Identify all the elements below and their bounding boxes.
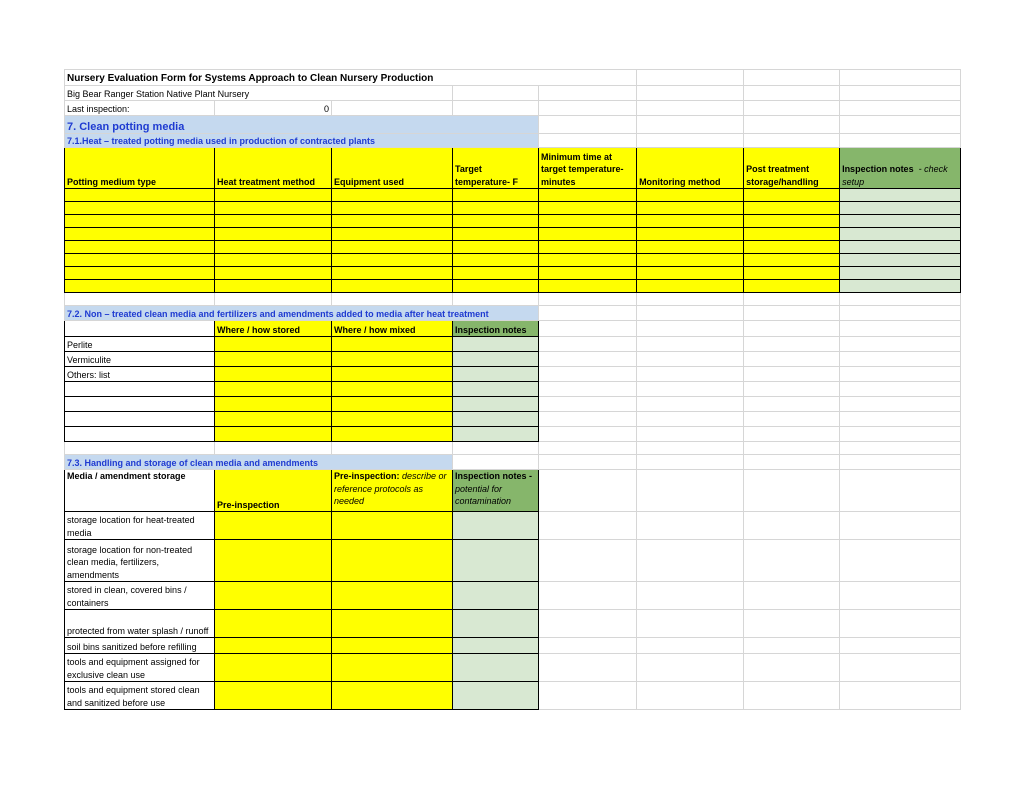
cell[interactable] <box>539 101 637 116</box>
row-label <box>65 397 215 412</box>
cell[interactable] <box>840 101 961 116</box>
cell[interactable] <box>539 367 637 382</box>
cell[interactable] <box>744 455 840 470</box>
cell[interactable] <box>637 412 744 427</box>
entry-cell[interactable] <box>215 540 332 582</box>
entry-cell[interactable] <box>332 397 453 412</box>
cell[interactable] <box>65 293 215 306</box>
header-where-stored: Where / how stored <box>215 321 332 337</box>
entry-cell[interactable] <box>332 367 453 382</box>
row-label: storage location for heat-treated media <box>65 512 215 540</box>
entry-cell[interactable] <box>215 267 332 280</box>
cell[interactable] <box>637 455 744 470</box>
table-row <box>65 254 961 267</box>
header-pre-inspection: Pre-inspection <box>215 470 332 512</box>
table-row <box>65 610 961 638</box>
cell[interactable] <box>840 470 961 512</box>
entry-cell[interactable] <box>840 267 961 280</box>
entry-cell[interactable] <box>332 582 453 610</box>
cell[interactable] <box>65 442 215 455</box>
cell[interactable] <box>744 427 840 442</box>
entry-cell[interactable] <box>539 241 637 254</box>
entry-cell[interactable] <box>453 280 539 293</box>
entry-cell[interactable] <box>453 382 539 397</box>
row-label <box>65 427 215 442</box>
cell[interactable] <box>637 293 744 306</box>
entry-cell[interactable] <box>453 254 539 267</box>
entry-cell[interactable] <box>840 202 961 215</box>
entry-cell[interactable] <box>215 367 332 382</box>
cell[interactable] <box>840 352 961 367</box>
header-min-time: Minimum time at target temperature-minutes <box>539 148 637 189</box>
entry-cell[interactable] <box>215 654 332 682</box>
table-row <box>65 540 961 582</box>
cell[interactable] <box>453 442 539 455</box>
cell[interactable] <box>744 470 840 512</box>
evaluation-form-sheet <box>64 69 961 710</box>
entry-cell[interactable] <box>453 654 539 682</box>
cell[interactable] <box>744 442 840 455</box>
cell[interactable] <box>637 427 744 442</box>
section-7-2-title: 7.2. Non – treated clean media and fertilizers and amendments added to media after heat treatment <box>65 306 539 321</box>
section-7-1-title: 7.1.Heat – treated potting media used in production of contracted plants <box>65 134 539 148</box>
entry-cell[interactable] <box>453 267 539 280</box>
cell[interactable] <box>744 321 840 337</box>
notes-bold: Inspection notes - <box>455 471 533 481</box>
section-title: 7. Clean potting media <box>65 116 539 134</box>
entry-cell[interactable] <box>453 427 539 442</box>
cell[interactable] <box>539 306 637 321</box>
entry-cell[interactable] <box>637 267 744 280</box>
pre-bold: Pre-inspection: <box>334 471 400 481</box>
cell[interactable] <box>840 337 961 352</box>
row-label: stored in clean, covered bins / containers <box>65 582 215 610</box>
entry-cell[interactable] <box>215 682 332 710</box>
notes-italic: - check setup <box>842 164 948 187</box>
cell[interactable] <box>840 321 961 337</box>
cell[interactable] <box>637 321 744 337</box>
entry-cell[interactable] <box>65 202 215 215</box>
cell[interactable] <box>637 70 744 86</box>
cell[interactable] <box>453 86 539 101</box>
table-row <box>65 337 961 352</box>
entry-cell[interactable] <box>65 189 215 202</box>
cell[interactable] <box>637 540 744 582</box>
entry-cell[interactable] <box>215 582 332 610</box>
table-row <box>65 654 961 682</box>
table-row <box>65 367 961 382</box>
entry-cell[interactable] <box>539 267 637 280</box>
last-inspection-value[interactable]: 0 <box>215 101 332 116</box>
entry-cell[interactable] <box>453 397 539 412</box>
cell[interactable] <box>840 512 961 540</box>
table-row <box>65 512 961 540</box>
entry-cell[interactable] <box>840 215 961 228</box>
cell[interactable] <box>539 134 637 148</box>
entry-cell[interactable] <box>215 337 332 352</box>
cell[interactable] <box>840 397 961 412</box>
header-inspection-notes: Inspection notes <box>453 321 539 337</box>
entry-cell[interactable] <box>332 202 453 215</box>
cell[interactable] <box>539 654 637 682</box>
cell[interactable] <box>539 540 637 582</box>
cell[interactable] <box>744 367 840 382</box>
entry-cell[interactable] <box>744 267 840 280</box>
cell[interactable] <box>637 397 744 412</box>
cell[interactable] <box>744 382 840 397</box>
entry-cell[interactable] <box>840 189 961 202</box>
cell[interactable] <box>744 412 840 427</box>
table-row <box>65 228 961 241</box>
entry-cell[interactable] <box>453 540 539 582</box>
entry-cell[interactable] <box>744 254 840 267</box>
cell[interactable] <box>840 134 961 148</box>
cell[interactable] <box>744 512 840 540</box>
cell[interactable] <box>539 638 637 654</box>
header-potting-medium: Potting medium type <box>65 148 215 189</box>
row-label: storage location for non-treated clean media, fertilizers, amendments <box>65 540 215 582</box>
cell[interactable] <box>637 610 744 638</box>
entry-cell[interactable] <box>453 228 539 241</box>
cell[interactable] <box>539 293 637 306</box>
entry-cell[interactable] <box>453 412 539 427</box>
cell[interactable] <box>637 654 744 682</box>
cell[interactable] <box>840 582 961 610</box>
entry-cell[interactable] <box>332 382 453 397</box>
cell[interactable] <box>453 101 539 116</box>
cell[interactable] <box>840 682 961 710</box>
header-target-temp: Target temperature- F <box>453 148 539 189</box>
entry-cell[interactable] <box>744 280 840 293</box>
pre-italic: describe or reference protocols as needed <box>334 471 447 506</box>
cell[interactable] <box>637 512 744 540</box>
entry-cell[interactable] <box>332 280 453 293</box>
header-inspection-notes <box>840 148 961 189</box>
table-row <box>65 280 961 293</box>
table-row <box>65 382 961 397</box>
cell[interactable] <box>637 101 744 116</box>
cell[interactable] <box>840 540 961 582</box>
cell[interactable] <box>840 367 961 382</box>
cell[interactable] <box>539 682 637 710</box>
cell[interactable] <box>744 352 840 367</box>
row-label: tools and equipment stored clean and sanitized before use <box>65 682 215 710</box>
last-inspection-label: Last inspection: <box>65 101 215 116</box>
entry-cell[interactable] <box>637 254 744 267</box>
entry-cell[interactable] <box>453 512 539 540</box>
cell[interactable] <box>744 682 840 710</box>
entry-cell[interactable] <box>744 189 840 202</box>
entry-cell[interactable] <box>453 582 539 610</box>
cell[interactable] <box>539 116 637 134</box>
entry-cell[interactable] <box>215 352 332 367</box>
entry-cell[interactable] <box>215 397 332 412</box>
cell[interactable] <box>637 306 744 321</box>
entry-cell[interactable] <box>332 352 453 367</box>
entry-cell[interactable] <box>215 215 332 228</box>
entry-cell[interactable] <box>744 241 840 254</box>
cell[interactable] <box>539 442 637 455</box>
cell[interactable] <box>539 352 637 367</box>
entry-cell[interactable] <box>332 682 453 710</box>
cell[interactable] <box>539 397 637 412</box>
cell[interactable] <box>744 654 840 682</box>
entry-cell[interactable] <box>215 427 332 442</box>
cell[interactable] <box>637 337 744 352</box>
cell[interactable] <box>637 638 744 654</box>
entry-cell[interactable] <box>637 189 744 202</box>
entry-cell[interactable] <box>453 367 539 382</box>
table-row <box>65 241 961 254</box>
cell[interactable] <box>840 638 961 654</box>
entry-cell[interactable] <box>453 682 539 710</box>
row-label <box>65 412 215 427</box>
cell[interactable] <box>539 427 637 442</box>
cell[interactable] <box>539 455 637 470</box>
cell[interactable] <box>840 293 961 306</box>
entry-cell[interactable] <box>332 610 453 638</box>
entry-cell[interactable] <box>637 280 744 293</box>
entry-cell[interactable] <box>215 202 332 215</box>
cell[interactable] <box>744 540 840 582</box>
entry-cell[interactable] <box>215 280 332 293</box>
header-equipment: Equipment used <box>332 148 453 189</box>
entry-cell[interactable] <box>332 254 453 267</box>
entry-cell[interactable] <box>744 215 840 228</box>
cell[interactable] <box>840 654 961 682</box>
table-row <box>65 202 961 215</box>
entry-cell[interactable] <box>840 228 961 241</box>
cell[interactable] <box>744 293 840 306</box>
cell[interactable] <box>744 134 840 148</box>
cell[interactable] <box>332 101 453 116</box>
entry-cell[interactable] <box>332 427 453 442</box>
entry-cell[interactable] <box>332 638 453 654</box>
entry-cell[interactable] <box>215 412 332 427</box>
cell[interactable] <box>744 70 840 86</box>
cell[interactable] <box>744 116 840 134</box>
entry-cell[interactable] <box>840 280 961 293</box>
entry-cell[interactable] <box>215 228 332 241</box>
cell[interactable] <box>637 116 744 134</box>
entry-cell[interactable] <box>539 254 637 267</box>
entry-cell[interactable] <box>65 254 215 267</box>
section-7-3-title: 7.3. Handling and storage of clean media and amendments <box>65 455 453 470</box>
header-post-treatment: Post treatment storage/handling <box>744 148 840 189</box>
entry-cell[interactable] <box>539 215 637 228</box>
entry-cell[interactable] <box>637 228 744 241</box>
cell[interactable] <box>840 427 961 442</box>
table-row <box>65 397 961 412</box>
entry-cell[interactable] <box>840 254 961 267</box>
entry-cell[interactable] <box>332 412 453 427</box>
entry-cell[interactable] <box>215 189 332 202</box>
cell[interactable] <box>637 134 744 148</box>
cell[interactable] <box>539 321 637 337</box>
cell[interactable] <box>840 70 961 86</box>
entry-cell[interactable] <box>65 267 215 280</box>
row-label: protected from water splash / runoff <box>65 610 215 638</box>
cell[interactable] <box>453 293 539 306</box>
cell[interactable] <box>539 470 637 512</box>
entry-cell[interactable] <box>539 202 637 215</box>
entry-cell[interactable] <box>332 215 453 228</box>
cell[interactable] <box>332 442 453 455</box>
entry-cell[interactable] <box>215 382 332 397</box>
row-label: Perlite <box>65 337 215 352</box>
cell[interactable] <box>637 582 744 610</box>
entry-cell[interactable] <box>453 337 539 352</box>
table-row <box>65 412 961 427</box>
table-row <box>65 682 961 710</box>
entry-cell[interactable] <box>453 610 539 638</box>
entry-cell[interactable] <box>215 512 332 540</box>
entry-cell[interactable] <box>65 215 215 228</box>
cell[interactable] <box>539 337 637 352</box>
cell[interactable] <box>539 582 637 610</box>
entry-cell[interactable] <box>332 267 453 280</box>
header-inspection-notes-contamination <box>453 470 539 512</box>
entry-cell[interactable] <box>539 228 637 241</box>
entry-cell[interactable] <box>539 280 637 293</box>
entry-cell[interactable] <box>65 280 215 293</box>
cell[interactable] <box>744 582 840 610</box>
entry-cell[interactable] <box>744 228 840 241</box>
cell[interactable] <box>744 306 840 321</box>
cell[interactable] <box>637 367 744 382</box>
cell[interactable] <box>744 610 840 638</box>
cell[interactable] <box>539 610 637 638</box>
entry-cell[interactable] <box>332 540 453 582</box>
header-pre-inspection-protocols <box>332 470 453 512</box>
entry-cell[interactable] <box>637 215 744 228</box>
row-label <box>65 382 215 397</box>
table-row <box>65 582 961 610</box>
entry-cell[interactable] <box>539 189 637 202</box>
cell[interactable] <box>840 382 961 397</box>
entry-cell[interactable] <box>453 202 539 215</box>
entry-cell[interactable] <box>332 228 453 241</box>
entry-cell[interactable] <box>332 654 453 682</box>
entry-cell[interactable] <box>637 241 744 254</box>
header-where-mixed: Where / how mixed <box>332 321 453 337</box>
entry-cell[interactable] <box>744 202 840 215</box>
cell[interactable] <box>539 382 637 397</box>
form-title: Nursery Evaluation Form for Systems Approach to Clean Nursery Production <box>65 70 637 86</box>
header-blank <box>65 321 215 337</box>
header-heat-method: Heat treatment method <box>215 148 332 189</box>
cell[interactable] <box>840 86 961 101</box>
table-row <box>65 189 961 202</box>
header-monitoring: Monitoring method <box>637 148 744 189</box>
table-row <box>65 352 961 367</box>
cell[interactable] <box>744 397 840 412</box>
cell[interactable] <box>637 86 744 101</box>
table-row <box>65 638 961 654</box>
entry-cell[interactable] <box>453 352 539 367</box>
entry-cell[interactable] <box>215 610 332 638</box>
cell[interactable] <box>637 682 744 710</box>
cell[interactable] <box>840 455 961 470</box>
row-label: Others: list <box>65 367 215 382</box>
entry-cell[interactable] <box>332 337 453 352</box>
cell[interactable] <box>840 442 961 455</box>
entry-cell[interactable] <box>453 189 539 202</box>
row-label: tools and equipment assigned for exclusive clean use <box>65 654 215 682</box>
cell[interactable] <box>637 352 744 367</box>
entry-cell[interactable] <box>453 241 539 254</box>
entry-cell[interactable] <box>65 241 215 254</box>
entry-cell[interactable] <box>840 241 961 254</box>
cell[interactable] <box>215 442 332 455</box>
entry-cell[interactable] <box>215 241 332 254</box>
cell[interactable] <box>539 86 637 101</box>
cell[interactable] <box>744 638 840 654</box>
notes-bold: Inspection notes <box>842 164 914 174</box>
cell[interactable] <box>453 455 539 470</box>
cell[interactable] <box>539 512 637 540</box>
cell[interactable] <box>840 306 961 321</box>
cell[interactable] <box>332 293 453 306</box>
entry-cell[interactable] <box>332 512 453 540</box>
cell[interactable] <box>840 116 961 134</box>
entry-cell[interactable] <box>637 202 744 215</box>
cell[interactable] <box>744 86 840 101</box>
cell[interactable] <box>744 337 840 352</box>
cell[interactable] <box>744 101 840 116</box>
entry-cell[interactable] <box>332 189 453 202</box>
cell[interactable] <box>637 382 744 397</box>
entry-cell[interactable] <box>215 254 332 267</box>
header-media-storage: Media / amendment storage <box>65 470 215 512</box>
row-label: soil bins sanitized before refilling <box>65 638 215 654</box>
cell[interactable] <box>539 412 637 427</box>
cell[interactable] <box>215 293 332 306</box>
entry-cell[interactable] <box>332 241 453 254</box>
table-row <box>65 427 961 442</box>
row-label: Vermiculite <box>65 352 215 367</box>
entry-cell[interactable] <box>65 228 215 241</box>
entry-cell[interactable] <box>453 215 539 228</box>
cell[interactable] <box>637 470 744 512</box>
cell[interactable] <box>637 442 744 455</box>
table-row <box>65 267 961 280</box>
cell[interactable] <box>840 412 961 427</box>
entry-cell[interactable] <box>453 638 539 654</box>
entry-cell[interactable] <box>215 638 332 654</box>
notes-italic: potential for contamination <box>455 483 512 506</box>
cell[interactable] <box>840 610 961 638</box>
table-row <box>65 215 961 228</box>
nursery-name: Big Bear Ranger Station Native Plant Nursery <box>65 86 453 101</box>
